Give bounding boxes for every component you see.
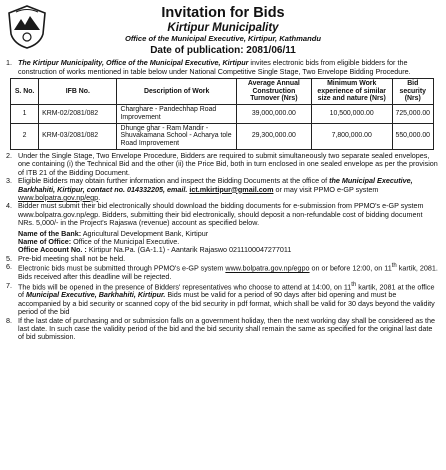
column-header: Minimum Work experience of similar size and nature (Nrs) (311, 78, 392, 104)
paragraph-7: 7. The bids will be opened in the presence of Bidders' representatives who choose to attend at 14:00, on 11th kartik, 2081 at the office of Municipal Executive, Barkhahiti, Kirtipur. Bids must be valid for a period of 90 days after bid opening and must be accompanied by a bid security or scanned copy of the bid security in pdf format, which shall be valid for 30 days beyond the validity period of the bid (6, 280, 435, 317)
account-number-line: Office Account No. : Kirtipur Na.Pa. (GA-1.1) - Aantarik Rajaswo 0211100047277011 (18, 245, 292, 255)
table-cell: Charghare - Pandechhap Road Improvement (117, 105, 236, 123)
notice-title: Invitation for Bids (161, 5, 285, 21)
column-header: S. No. (11, 78, 39, 104)
bids-table (10, 78, 434, 150)
bank-name-line: Name of the Bank: Agricultural Development Bank, Kirtipur (18, 228, 209, 238)
paragraph-4: 4. Bidder must submit their bid electronically should download the bidding documents for e-submission from PPMO's e-GP system www.bolpatra.gov.np/egp. Bidders, submitting their bid electronically, should deposit a non-refundable cost of bidding document NRs. 5,000/- in the Project's Rajaswa (revenue) account as specified below. Name of the Bank: Agricultural Development Bank, Kirtipur Name of Office: Office of the Municipal Executive. Office Account No. : Kirtipur Na.Pa. (GA-1.1) - Aantarik Rajaswo 0211100047277011 (6, 202, 440, 255)
column-header: Bid security (Nrs) (392, 78, 434, 104)
column-header: IFB No. (39, 78, 117, 104)
table-cell: KRM-02/2081/082 (39, 105, 117, 123)
paragraph-3: 3. Eligible Bidders may obtain further information and inspect the Bidding Documents at the office of the Municipal Executive, Barkhahiti, Kirtipur, contact no. 014332205, email. ict.mkirtipur@gmail.com or may visit PPMO e-GP system www.bolpatra.gov.np/egp. (6, 176, 413, 202)
office-address: Office of the Municipal Executive, Kirtipur, Kathmandu (124, 33, 322, 43)
table-cell: 550,000.00 (392, 123, 434, 149)
table-cell: 1 (11, 105, 39, 123)
office-name-line: Name of Office: Office of the Municipal Executive. (18, 237, 180, 247)
table-header-row (11, 78, 434, 104)
organization-name: Kirtipur Municipality (167, 21, 279, 34)
municipality-emblem-icon (6, 4, 48, 50)
table-cell: 29,300,000.00 (236, 123, 311, 149)
paragraph-6: 6. Electronic bids must be submitted through PPMO's e-GP system www.bolpatra.gov.np/egpo on or before 12:00, on 11th kartik, 2081. Bids received after this deadline will be rejected. (6, 262, 438, 282)
column-header: Average Annual Construction Turnover (Nrs) (236, 78, 311, 104)
table-cell: Dhunge ghar - Ram Mandir - Shuvakamana School - Acharya tole Road Improvement (117, 123, 236, 149)
egp-link[interactable]: www.bolpatra.gov.np/egpo (225, 263, 310, 273)
paragraph-2: 2. Under the Single Stage, Two Envelope Procedure, Bidders are required to submit simultaneously two separate sealed envelopes, one containing (i) the Technical Bid and the other (ii) the Price Bid, both in turn enclosed in one sealed envelope as per the provision of ITB 21 of the Bidding Document. (6, 150, 438, 177)
paragraph-5: 5. Pre-bid meeting shall not be held. (6, 253, 126, 263)
table-cell: 2 (11, 123, 39, 149)
table-cell: KRM-03/2081/082 (39, 123, 117, 149)
table-cell: 10,500,000.00 (311, 105, 392, 123)
table-row (11, 123, 434, 149)
column-header: Description of Work (117, 78, 236, 104)
table-cell: 7,800,000.00 (311, 123, 392, 149)
notice-header (6, 5, 440, 56)
table-cell: 39,000,000.00 (236, 105, 311, 123)
egp-link[interactable]: www.bolpatra.gov.np/egp (18, 192, 99, 202)
paragraph-8: 8. If the last date of purchasing and or submission falls on a government holiday, then the next working day shall be considered as the last date. In such case the validity period of the bid and the bid security shall remain the same as specified for the original last date of bid submission. (6, 315, 435, 342)
publication-date: Date of publication: 2081/06/11 (150, 44, 296, 56)
table-row (11, 105, 434, 123)
email-link[interactable]: ict.mkirtipur@gmail.com (189, 184, 274, 194)
paragraph-1: 1. The Kirtipur Municipality, Office of the Municipal Executive, Kirtipur invites electronic bids from eligible bidders for the construction of works mentioned in table below under National Competitive Single Stage, Two Envelope Bidding Procedure. (6, 58, 411, 76)
table-cell: 725,000.00 (392, 105, 434, 123)
